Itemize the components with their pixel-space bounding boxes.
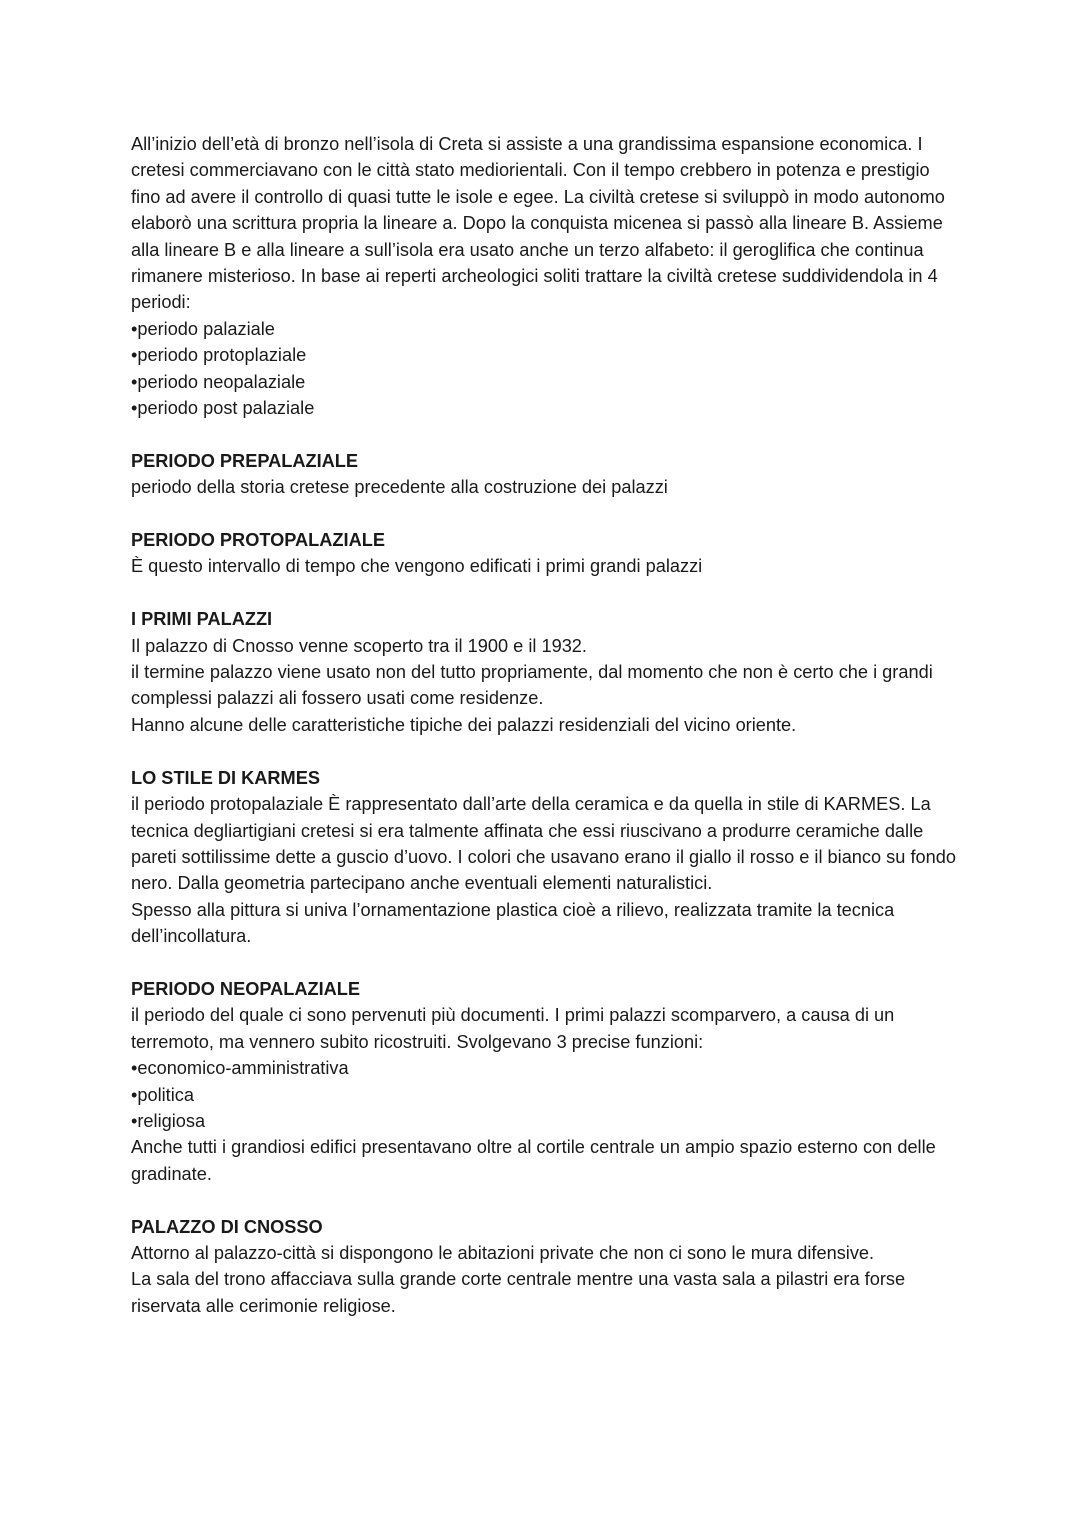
section-text: il periodo protopalaziale È rappresentato dall’arte della ceramica e da quella in stile di KARMES. La tecnica degliartigiani cretesi si era talmente affinata che essi riuscivano a produrre ceramiche dalle pareti sottilissime dette a guscio d’uovo. I colori che usavano erano il giallo il rosso e il bianco su fondo nero. Dalla geometria partecipano anche eventuali elementi naturalistici.	[131, 794, 956, 894]
list-item: •periodo neopalaziale	[131, 371, 306, 392]
section-text: il periodo del quale ci sono pervenuti più documenti. I primi palazzi scomparvero, a causa di un terremoto, ma vennero subito ricostruiti. Svolgevano 3 precise funzioni:	[131, 1005, 895, 1052]
section-text: Spesso alla pittura si univa l’ornamentazione plastica cioè a rilievo, realizzata tramite la tecnica dell’incollatura.	[131, 899, 895, 947]
section-primi-palazzi	[131, 606, 961, 738]
section-heading: I PRIMI PALAZZI	[131, 609, 273, 630]
section-heading: PERIODO NEOPALAZIALE	[131, 978, 361, 999]
list-item: •economico-amministrativa	[131, 1058, 349, 1079]
list-item: •periodo post palaziale	[131, 398, 315, 419]
section-text: Attorno al palazzo-città si dispongono le abitazioni private che non ci sono le mura difensive.	[131, 1242, 875, 1263]
section-heading: PERIODO PREPALAZIALE	[131, 450, 359, 471]
section-text: Il palazzo di Cnosso venne scoperto tra il 1900 e il 1932.	[131, 635, 587, 656]
section-text: Anche tutti i grandiosi edifici presentavano oltre al cortile centrale un ampio spazio esterno con delle gradinate.	[131, 1137, 936, 1184]
section-text: Hanno alcune delle caratteristiche tipiche dei palazzi residenziali del vicino oriente.	[131, 714, 797, 735]
section-text: periodo della storia cretese precedente alla costruzione dei palazzi	[131, 477, 668, 498]
section-heading: PALAZZO DI CNOSSO	[131, 1216, 323, 1237]
intro-paragraph: All’inizio dell’età di bronzo nell’isola di Creta si assiste a una grandissima espansione economica. I cretesi commerciavano con le città stato mediorientali. Con il tempo crebbero in potenza e prestigio fino ad avere il controllo di quasi tutte le isole e egee. La civiltà cretese si sviluppò in modo autonomo elaborò una scrittura propria la lineare a. Dopo la conquista micenea si passò alla lineare B. Assieme alla lineare B e alla lineare a sull’isola era usato anche un terzo alfabeto: il geroglifica che continua rimanere misterioso. In base ai reperti archeologici soliti trattare la civiltà cretese suddividendola in 4 periodi:	[131, 134, 945, 313]
list-item: •periodo palaziale	[131, 318, 275, 339]
section-heading: PERIODO PROTOPALAZIALE	[131, 530, 385, 551]
section-prepalaziale	[131, 448, 961, 501]
section-heading: LO STILE DI KARMES	[131, 767, 320, 788]
section-text: È questo intervallo di tempo che vengono edificati i primi grandi palazzi	[131, 556, 703, 577]
section-protopalaziale	[131, 527, 961, 580]
list-item: •politica	[131, 1084, 194, 1105]
section-stile-karmes	[131, 765, 961, 950]
periods-list	[131, 316, 961, 422]
section-text: il termine palazzo viene usato non del tutto propriamente, dal momento che non è certo che i grandi complessi palazzi ali fossero usati come residenze.	[131, 662, 933, 709]
section-neopalaziale	[131, 976, 961, 1187]
list-item: •religiosa	[131, 1110, 206, 1131]
document-page	[131, 131, 961, 1319]
section-text: La sala del trono affacciava sulla grande corte centrale mentre una vasta sala a pilastri era forse riservata alle cerimonie religiose.	[131, 1269, 906, 1316]
list-item: •periodo protoplaziale	[131, 345, 307, 366]
section-palazzo-cnosso	[131, 1214, 961, 1320]
